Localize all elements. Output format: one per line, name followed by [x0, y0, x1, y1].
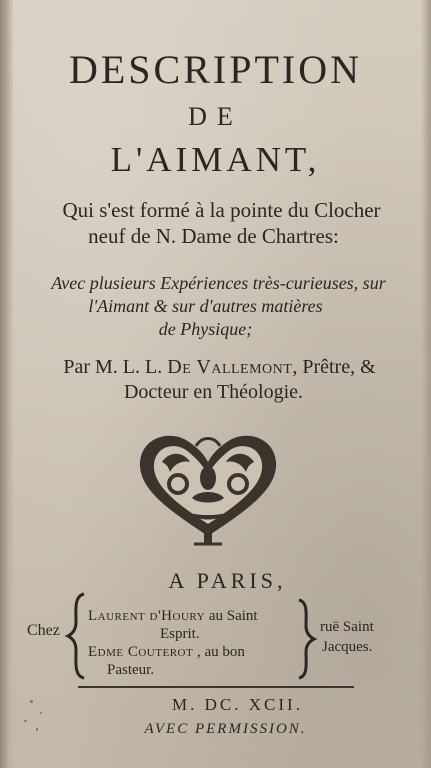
italic-note-line-2: l'Aimant & sur d'autres matières — [88, 296, 323, 316]
publication-year: M. DC. XCII. — [172, 695, 303, 714]
imprint-printer-2-line-2: Pasteur. — [107, 662, 155, 678]
printer-2-address: , au bon — [193, 644, 245, 660]
italic-note-line-3: de Physique; — [158, 319, 253, 339]
imprint-street-line-1: ruë Saint — [320, 619, 374, 635]
printer-1-address: au Saint — [205, 608, 258, 624]
imprint-printer-2 — [88, 643, 245, 661]
permission-line: AVEC PERMISSION. — [144, 721, 307, 737]
ink-spot — [40, 712, 42, 714]
left-brace-icon — [64, 592, 88, 680]
author-suffix: , Prêtre, & — [292, 356, 376, 378]
printer-2-name: Edme Couterot — [88, 644, 194, 660]
imprint-chez: Chez — [27, 622, 60, 639]
imprint-printer-1 — [88, 607, 258, 625]
italic-note-line-1: Avec plusieurs Expériences très-curieuses, sur — [51, 273, 386, 293]
imprint-place: A PARIS, — [168, 568, 287, 593]
imprint-printer-1-line-2: Esprit. — [160, 626, 200, 642]
ink-spot — [30, 700, 33, 703]
author-line-2: Docteur en Théologie. — [123, 381, 303, 403]
title-line-2: DE — [188, 102, 243, 131]
right-brace-icon — [296, 598, 318, 680]
imprint-street-line-2: Jacques. — [322, 639, 373, 655]
title-line-3: L'AIMANT, — [110, 140, 321, 179]
author-line-1 — [4, 355, 431, 379]
author-name: De Vallemont — [167, 356, 293, 378]
horizontal-rule — [78, 686, 354, 688]
subtitle-line-2: neuf de N. Dame de Chartres: — [88, 224, 339, 248]
title-line-1: DESCRIPTION — [68, 47, 363, 92]
author-prefix: Par M. L. L. — [63, 356, 168, 378]
ink-spot — [36, 728, 38, 731]
subtitle-line-1: Qui s'est formé à la pointe du Clocher — [62, 198, 381, 222]
printer-1-name: Laurent d'Houry — [88, 608, 206, 624]
ink-spot — [24, 720, 27, 722]
heart-fleuron-ornament-icon — [132, 428, 284, 548]
